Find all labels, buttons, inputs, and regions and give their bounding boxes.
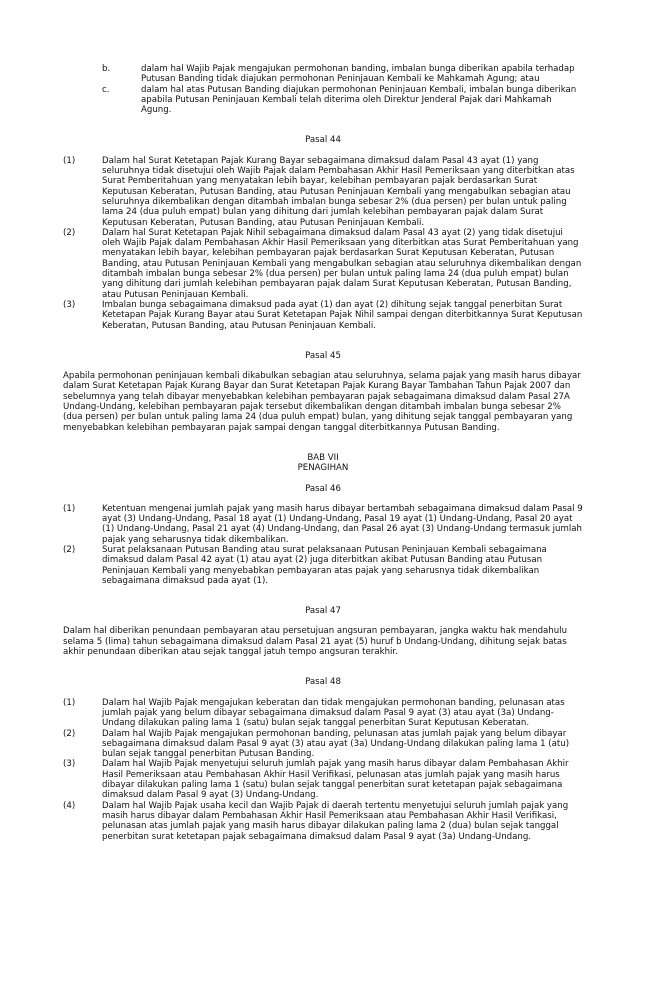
item-marker: (1): [63, 697, 76, 708]
pasal-46-title: Pasal 46: [305, 483, 341, 494]
pasal-47-text: Dalam hal diberikan penundaan pembayaran atau persetujuan angsuran pembayaran, jangka waktu hak mendahulu selama 5 (lima) tahun sebagaimana dimaksud dalam Pasal 21 ayat (5) huruf b Undang-Undang, dihitung sejak batas akhir penundaan diberikan atau sejak tanggal jatuh tempo angsuran terakhir.: [63, 626, 568, 658]
item-marker: (4): [63, 800, 76, 811]
item-marker: c.: [102, 84, 110, 95]
pasal-48-item-1: [63, 698, 583, 729]
item-text: dalam hal atas Putusan Banding diajukan permohonan Peninjauan Kembali, imbalan bunga diberikan apabila Putusan Peninjauan Kembali telah diterima oleh Direktur Jenderal Pajak dari Mahkamah Agung.: [141, 84, 577, 116]
item-text: dalam hal Wajib Pajak mengajukan permohonan banding, imbalan bunga diberikan apabila terhadap Putusan Banding tidak diajukan permohonan Peninjauan Kembali ke Mahkamah Agung; atau: [141, 64, 575, 85]
item-marker: (2): [63, 544, 76, 555]
pasal-45-text: Apabila permohonan peninjauan kembali dikabulkan sebagian atau seluruhnya, selama pajak yang masih harus dibayar dalam Surat Ketetapan Pajak Kurang Bayar dan Surat Ketetapan Pajak Kurang Bayar Tambahan Tahun Pajak 2007 dan sebelumnya yang telah dibayar menyebabkan kelebihan pembayaran pajak sebagaimana dimaksud dalam Pasal 27A Undang-Undang, kelebihan pembayaran pajak tersebut dikembalikan dengan ditambah imbalan bunga sebesar 2% (dua persen) per bulan untuk paling lama 24 (dua puluh empat) bulan, yang dihitung sejak tanggal pembayaran yang menyebabkan kelebihan pembayaran pajak sampai dengan tanggal diterbitkannya Putusan Banding.: [63, 371, 581, 433]
pasal-44-item-2: [63, 228, 583, 300]
item-marker: (1): [63, 155, 76, 166]
intro-item-b: [102, 64, 583, 85]
pasal-44-item-1: [63, 156, 583, 228]
pasal-47-title: Pasal 47: [305, 606, 341, 617]
item-marker: (2): [63, 728, 76, 739]
document-page: [63, 64, 583, 842]
item-marker: b.: [102, 64, 111, 74]
item-marker: (3): [63, 299, 76, 310]
pasal-48-item-3: [63, 759, 583, 800]
item-text: Imbalan bunga sebagaimana dimaksud pada ayat (1) dan ayat (2) dihitung sejak tanggal penerbitan Surat Ketetapan Pajak Kurang Bayar atau Surat Ketetapan Pajak Nihil sampai dengan diterbitkannya Surat Keputusan Keberatan, Putusan Banding, atau Putusan Peninjauan Kembali.: [102, 299, 583, 331]
item-text: Ketentuan mengenai jumlah pajak yang masih harus dibayar bertambah sebagaimana dimaksud dalam Pasal 9 ayat (3) Undang-Undang, Pasal 18 ayat (1) Undang-Undang, Pasal 19 ayat (1) Undang-Undang, Pasal 20 ayat (1) Undang-Undang, Pasal 21 ayat (4) Undang-Undang, dan Pasal 26 ayat (3) Undang-Undang termasuk jumlah pajak yang seharusnya tidak dikembalikan.: [102, 503, 583, 545]
pasal-48-item-4: [63, 801, 583, 842]
bab-number: BAB VII: [307, 452, 339, 463]
pasal-45-title: Pasal 45: [305, 350, 341, 361]
pasal-46-item-2: [63, 545, 583, 586]
item-text: Dalam hal Surat Ketetapan Pajak Nihil sebagaimana dimaksud dalam Pasal 43 ayat (2) yang tidak disetujui oleh Wajib Pajak dalam Pembahasan Akhir Hasil Pemeriksaan yang diterbitkan atas Surat Pemberitahuan yang menyatakan lebih bayar, kelebihan pembayaran pajak berdasarkan Surat Keputusan Keberatan, Putusan Banding, atau Putusan Peninjauan Kembali yang mengabulkan sebagian atau seluruhnya dikembalikan dengan ditambah imbalan bunga sebesar 2% (dua persen) per bulan untuk paling lama 24 (dua puluh empat) bulan yang dihitung dari jumlah kelebihan pembayaran pajak dalam Surat Keputusan Keberatan, Putusan Banding, atau Putusan Peninjauan Kembali.: [102, 227, 582, 300]
item-text: Dalam hal Surat Ketetapan Pajak Kurang Bayar sebagaimana dimaksud dalam Pasal 43 ayat (1) yang seluruhnya tidak disetujui oleh Wajib Pajak dalam Pembahasan Akhir Hasil Pemeriksaan yang diterbitkan atas Surat Pemberitahuan yang menyatakan lebih bayar, kelebihan pembayaran pajak berdasarkan Surat Keputusan Keberatan, Putusan Banding, atau Putusan Peninjauan Kembali yang mengabulkan sebagian atau seluruhnya dikembalikan dengan ditambah imbalan bunga sebesar 2% (dua persen) per bulan untuk paling lama 24 (dua puluh empat) bulan yang dihitung dari jumlah kelebihan pembayaran pajak dalam Surat Keputusan Keberatan, Putusan Banding, atau Putusan Peninjauan Kembali.: [102, 155, 575, 228]
item-text: Dalam hal Wajib Pajak usaha kecil dan Wajib Pajak di daerah tertentu menyetujui seluruh jumlah pajak yang masih harus dibayar dalam Pembahasan Akhir Hasil Pemeriksaan atau Pembahasan Akhir Hasil Verifikasi, pelunasan atas jumlah pajak yang masih harus dibayar dilakukan paling lama 2 (dua) bulan sejak tanggal penerbitan surat ketetapan pajak sebagaimana dimaksud dalam Pasal 9 ayat (3a) Undang-Undang.: [102, 800, 569, 842]
pasal-46-item-1: [63, 504, 583, 545]
pasal-48-item-2: [63, 729, 583, 760]
pasal-44-item-3: [63, 300, 583, 331]
intro-item-c: [102, 85, 583, 116]
item-text: Dalam hal Wajib Pajak mengajukan permohonan banding, pelunasan atas jumlah pajak yang belum dibayar sebagaimana dimaksud dalam Pasal 9 ayat (3) atau ayat (3a) Undang-Undang dilakukan paling lama 1 (atu) bulan sejak tanggal penerbitan Putusan Banding.: [102, 728, 570, 760]
pasal-44-title: Pasal 44: [305, 135, 341, 146]
bab-title: PENAGIHAN: [297, 463, 349, 474]
item-text: Dalam hal Wajib Pajak mengajukan keberatan dan tidak mengajukan permohonan banding, pelunasan atas jumlah pajak yang belum dibayar sebagaimana dimaksud dalam Pasal 9 ayat (3) atau ayat (3a) Undang-Undang dilakukan paling lama 1 (satu) bulan sejak tanggal penerbitan Surat Keputusan Keberatan.: [102, 697, 565, 729]
item-marker: (2): [63, 227, 76, 238]
item-text: Surat pelaksanaan Putusan Banding atau surat pelaksanaan Putusan Peninjauan Kembali sebagaimana dimaksud dalam Pasal 42 ayat (1) atau ayat (2) juga diterbitkan akibat Putusan Banding atau Putusan Peninjauan Kembali yang menyebabkan pembayaran atas pajak yang seharusnya tidak dikembalikan sebagaimana dimaksud pada ayat (1).: [102, 544, 547, 586]
item-marker: (3): [63, 759, 76, 770]
pasal-48-title: Pasal 48: [305, 677, 341, 688]
item-marker: (1): [63, 503, 76, 514]
item-text: Dalam hal Wajib Pajak menyetujui seluruh jumlah pajak yang masih harus dibayar dalam Pembahasan Akhir Hasil Pemeriksaan atau Pembahasan Akhir Hasil Verifikasi, pelunasan atas jumlah pajak yang masih harus dibayar dilakukan paling lama 1 (satu) bulan sejak tanggal penerbitan surat ketetapan pajak sebagaimana dimaksud dalam Pasal 9 ayat (3) Undang-Undang.: [102, 759, 569, 801]
